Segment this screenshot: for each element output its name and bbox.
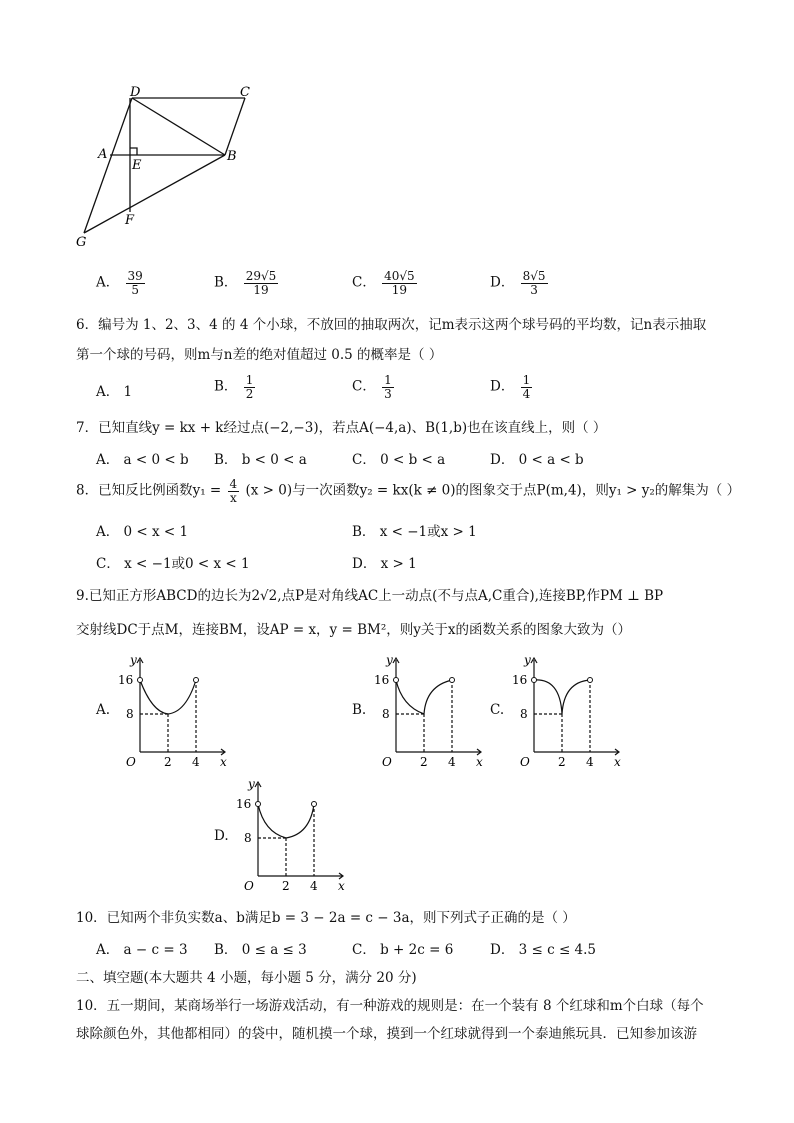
q7-option-a[interactable]: A． a < 0 < b bbox=[96, 452, 189, 468]
q8-stem: 8．已知反比例函数y₁ = $\frac{4}{x}$ (x > 0)与一次函数y₂ = kx(k ≠ 0)的图象交于点P(m,4)，则y₁ > y₂的解集为（ ） bbox=[76, 477, 741, 505]
q10b-line1: 10．五一期间，某商场举行一场游戏活动，有一种游戏的规则是：在一个装有 8 个红球和m个白球（每个 bbox=[76, 998, 704, 1014]
svg-text:8: 8 bbox=[126, 707, 134, 721]
svg-text:4: 4 bbox=[448, 755, 456, 769]
fraction: $\frac{40√5}{19}$ bbox=[384, 269, 415, 297]
svg-text:2: 2 bbox=[282, 879, 290, 893]
svg-text:8: 8 bbox=[244, 831, 252, 845]
q7-option-d[interactable]: D． 0 < a < b bbox=[490, 452, 584, 468]
svg-text:O: O bbox=[382, 755, 392, 769]
svg-text:O: O bbox=[520, 755, 530, 769]
svg-text:O: O bbox=[126, 755, 136, 769]
q8-option-b[interactable]: B． x < −1或x > 1 bbox=[352, 524, 477, 540]
svg-text:2: 2 bbox=[164, 755, 172, 769]
fraction: $\frac{1}{2}$ bbox=[245, 373, 254, 401]
label-C: C bbox=[240, 85, 250, 100]
q8-option-c[interactable]: C． x < −1或0 < x < 1 bbox=[96, 556, 250, 572]
q9-option-b-label[interactable]: B. bbox=[352, 702, 367, 718]
svg-text:O: O bbox=[244, 879, 254, 893]
label-G: G bbox=[76, 235, 87, 250]
q9-graph-d[interactable] bbox=[230, 776, 350, 894]
q9-option-c-label[interactable]: C. bbox=[490, 702, 505, 718]
q6-option-b[interactable]: B． $\frac{1}{2}$ bbox=[214, 373, 254, 401]
q10-option-b[interactable]: B． 0 ≤ a ≤ 3 bbox=[214, 942, 307, 958]
svg-text:4: 4 bbox=[310, 879, 318, 893]
q9-graph-b[interactable] bbox=[368, 652, 488, 770]
svg-text:x: x bbox=[338, 879, 345, 893]
q7-stem: 7．已知直线y = kx + k经过点(−2,−3)，若点A(−4,a)、B(1,b)也在该直线上，则（ ） bbox=[76, 420, 607, 436]
q6-line2: 第一个球的号码，则m与n差的绝对值超过 0.5 的概率是（ ） bbox=[76, 347, 443, 363]
q5-option-b[interactable]: B． $\frac{29√5}{19}$ bbox=[214, 269, 277, 297]
q10-option-c[interactable]: C． b + 2c = 6 bbox=[352, 942, 454, 958]
q8-option-a[interactable]: A． 0 < x < 1 bbox=[96, 524, 189, 540]
geometry-figure bbox=[70, 84, 270, 254]
label-E: E bbox=[132, 158, 142, 173]
q5-option-d[interactable]: D． $\frac{8√5}{3}$ bbox=[490, 269, 546, 297]
svg-text:y: y bbox=[386, 653, 393, 667]
q10-stem: 10．已知两个非负实数a、b满足b = 3 − 2a = c − 3a，则下列式子正确的是（ ） bbox=[76, 910, 576, 926]
q10-option-a[interactable]: A． a − c = 3 bbox=[96, 942, 188, 958]
q7-option-b[interactable]: B． b < 0 < a bbox=[214, 452, 307, 468]
label-D: D bbox=[130, 85, 141, 100]
svg-text:x: x bbox=[614, 755, 621, 769]
svg-text:16: 16 bbox=[374, 673, 390, 687]
svg-text:2: 2 bbox=[420, 755, 428, 769]
svg-text:8: 8 bbox=[520, 707, 528, 721]
svg-text:y: y bbox=[130, 653, 137, 667]
svg-text:4: 4 bbox=[586, 755, 594, 769]
q9-option-a-label[interactable]: A. bbox=[96, 702, 111, 718]
q9-line2: 交射线DC于点M，连接BM，设AP = x，y = BM²，则y关于x的函数关系的图象大致为（） bbox=[76, 622, 631, 638]
q6-option-d[interactable]: D． $\frac{1}{4}$ bbox=[490, 373, 531, 401]
section-heading: 二、填空题(本大题共 4 小题，每小题 5 分，满分 20 分) bbox=[76, 970, 417, 986]
label-B: B bbox=[227, 149, 237, 164]
svg-text:y: y bbox=[524, 653, 531, 667]
q8-option-d[interactable]: D． x > 1 bbox=[352, 556, 417, 572]
q9-graph-c[interactable] bbox=[506, 652, 626, 770]
q10b-line2: 球除颜色外，其他都相同）的袋中，随机摸一个球，摸到一个红球就得到一个泰迪熊玩具．已知参加该游 bbox=[76, 1026, 697, 1042]
fraction: $\frac{39}{5}$ bbox=[127, 269, 143, 297]
q9-graph-a[interactable] bbox=[112, 652, 232, 770]
svg-text:4: 4 bbox=[192, 755, 200, 769]
svg-text:x: x bbox=[476, 755, 483, 769]
q5-option-c[interactable]: C． $\frac{40√5}{19}$ bbox=[352, 269, 415, 297]
svg-text:y: y bbox=[248, 777, 255, 791]
fraction: $\frac{1}{3}$ bbox=[384, 373, 392, 401]
svg-text:16: 16 bbox=[236, 797, 252, 811]
svg-text:16: 16 bbox=[512, 673, 528, 687]
fraction: $\frac{29√5}{19}$ bbox=[245, 269, 277, 297]
q10-option-d[interactable]: D． 3 ≤ c ≤ 4.5 bbox=[490, 942, 597, 958]
svg-text:16: 16 bbox=[118, 673, 134, 687]
q6-option-a[interactable]: A． 1 bbox=[96, 384, 133, 400]
svg-text:2: 2 bbox=[558, 755, 566, 769]
fraction: $\frac{4}{x}$ bbox=[229, 477, 238, 505]
q7-option-c[interactable]: C． 0 < b < a bbox=[352, 452, 446, 468]
q6-line1: 6．编号为 1、2、3、4 的 4 个小球，不放回的抽取两次，记m表示这两个球号码的平均数，记n表示抽取 bbox=[76, 317, 707, 333]
q5-option-a[interactable]: A． $\frac{39}{5}$ bbox=[96, 269, 143, 297]
fraction: $\frac{1}{4}$ bbox=[522, 373, 531, 401]
fraction: $\frac{8√5}{3}$ bbox=[522, 269, 546, 297]
q9-line1: 9.已知正方形ABCD的边长为2√2,点P是对角线AC上一动点(不与点A,C重合),连接BP,作PM ⊥ BP bbox=[76, 588, 664, 604]
svg-text:8: 8 bbox=[382, 707, 390, 721]
q6-option-c[interactable]: C． $\frac{1}{3}$ bbox=[352, 373, 392, 401]
label-F: F bbox=[125, 213, 135, 228]
svg-text:x: x bbox=[220, 755, 227, 769]
label-A: A bbox=[98, 147, 108, 162]
q9-option-d-label[interactable]: D. bbox=[214, 828, 229, 844]
